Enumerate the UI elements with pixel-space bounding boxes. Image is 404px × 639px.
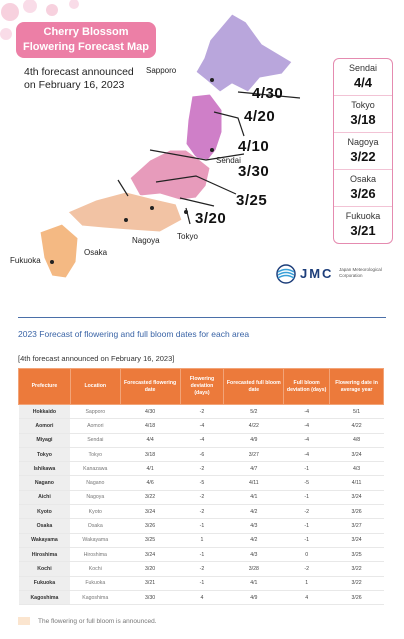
- cell-full-bloom-deviation: 0: [284, 547, 330, 561]
- legend-swatch: [18, 617, 30, 625]
- col-header-full-bloom-date: Forecasted full bloom date: [224, 369, 284, 405]
- cell-average-date: 4/22: [330, 419, 384, 433]
- city-label-sapporo: Sapporo: [146, 66, 177, 75]
- cell-location: Osaka: [70, 519, 120, 533]
- cell-average-date: 3/24: [330, 533, 384, 547]
- city-forecast-row: [334, 59, 392, 96]
- cell-flowering-date: 3/25: [120, 533, 180, 547]
- announcement-text: [24, 66, 134, 92]
- cell-full-bloom-date: 3/27: [224, 447, 284, 461]
- city-forecast-date: 3/18: [350, 112, 376, 127]
- cell-full-bloom-deviation: -2: [284, 562, 330, 576]
- map-title-line1: Cherry Blossom: [43, 26, 129, 38]
- cell-prefecture: Hiroshima: [19, 547, 71, 561]
- cell-full-bloom-deviation: -1: [284, 462, 330, 476]
- city-label-nagoya: Nagoya: [132, 236, 160, 245]
- cell-flowering-date: 4/1: [120, 462, 180, 476]
- cell-flowering-date: 3/21: [120, 576, 180, 590]
- cell-location: Sapporo: [70, 405, 120, 419]
- date-label-2: 4/10: [238, 138, 270, 155]
- city-forecast-name: Tokyo: [351, 100, 375, 110]
- cell-prefecture: Nagano: [19, 476, 71, 490]
- cell-prefecture: Ishikawa: [19, 462, 71, 476]
- cell-prefecture: Hokkaido: [19, 405, 71, 419]
- cell-location: Hiroshima: [70, 547, 120, 561]
- date-label-3: 3/30: [238, 163, 270, 180]
- cell-flowering-deviation: -1: [180, 547, 224, 561]
- cell-location: Kyoto: [70, 505, 120, 519]
- city-forecast-name: Fukuoka: [345, 211, 381, 221]
- table-row: [19, 590, 384, 604]
- forecast-table: [18, 368, 384, 605]
- cell-flowering-deviation: 1: [180, 533, 224, 547]
- cell-full-bloom-deviation: -5: [284, 476, 330, 490]
- cell-location: Nagoya: [70, 490, 120, 504]
- city-forecast-name: Osaka: [349, 174, 376, 184]
- table-row: [19, 476, 384, 490]
- cell-average-date: 3/24: [330, 447, 384, 461]
- cell-full-bloom-deviation: -4: [284, 405, 330, 419]
- jmc-logo-subtitle: [339, 267, 399, 278]
- table-row: [19, 576, 384, 590]
- cell-flowering-deviation: -2: [180, 490, 224, 504]
- cell-location: Nagano: [70, 476, 120, 490]
- cell-prefecture: Fukuoka: [19, 576, 71, 590]
- table-row: [19, 533, 384, 547]
- city-forecast-date: 4/4: [353, 75, 373, 90]
- cell-flowering-deviation: -5: [180, 476, 224, 490]
- cell-flowering-deviation: -2: [180, 562, 224, 576]
- cell-full-bloom-deviation: -2: [284, 505, 330, 519]
- cell-flowering-deviation: 4: [180, 590, 224, 604]
- cell-flowering-deviation: -4: [180, 419, 224, 433]
- city-forecast-date: 3/22: [350, 149, 376, 164]
- table-header-row: [19, 369, 384, 405]
- cell-location: Kochi: [70, 562, 120, 576]
- date-label-5: 3/20: [195, 210, 227, 227]
- city-forecast-name: Nagoya: [347, 137, 379, 147]
- cell-average-date: 3/26: [330, 590, 384, 604]
- city-forecast-row: [334, 133, 392, 170]
- cell-full-bloom-deviation: -1: [284, 519, 330, 533]
- cell-flowering-deviation: -1: [180, 576, 224, 590]
- cell-flowering-date: 3/30: [120, 590, 180, 604]
- city-label-tokyo: Tokyo: [177, 232, 198, 241]
- cell-prefecture: Kagoshima: [19, 590, 71, 604]
- section-divider: [18, 317, 386, 318]
- cell-flowering-date: 4/4: [120, 433, 180, 447]
- cell-full-bloom-date: 4/3: [224, 547, 284, 561]
- cell-prefecture: Aichi: [19, 490, 71, 504]
- table-row: [19, 562, 384, 576]
- cell-full-bloom-date: 4/3: [224, 519, 284, 533]
- table-row: [19, 433, 384, 447]
- cell-prefecture: Kyoto: [19, 505, 71, 519]
- city-forecast-box: [333, 58, 393, 244]
- jmc-logo-text: JMC: [300, 266, 334, 281]
- city-label-fukuoka: Fukuoka: [10, 256, 41, 265]
- cell-flowering-date: 3/24: [120, 547, 180, 561]
- cell-average-date: 5/1: [330, 405, 384, 419]
- cell-full-bloom-date: 4/2: [224, 505, 284, 519]
- table-row: [19, 505, 384, 519]
- table-row: [19, 462, 384, 476]
- cell-location: Wakayama: [70, 533, 120, 547]
- cell-full-bloom-date: 3/28: [224, 562, 284, 576]
- col-header-full-bloom-deviation: Full bloom deviation (days): [284, 369, 330, 405]
- jmc-sub-line1: Japan Meteorological: [339, 267, 382, 272]
- cell-average-date: 3/26: [330, 505, 384, 519]
- cell-average-date: 4/8: [330, 433, 384, 447]
- cell-flowering-deviation: -1: [180, 519, 224, 533]
- cell-full-bloom-date: 4/11: [224, 476, 284, 490]
- city-forecast-date: 3/26: [350, 186, 376, 201]
- city-forecast-date: 3/21: [350, 223, 376, 238]
- cell-flowering-deviation: -6: [180, 447, 224, 461]
- city-forecast-row: [334, 96, 392, 133]
- cell-prefecture: Tokyo: [19, 447, 71, 461]
- cell-flowering-deviation: -2: [180, 462, 224, 476]
- cell-full-bloom-date: 4/1: [224, 490, 284, 504]
- map-title-line2: Flowering Forecast Map: [23, 41, 149, 53]
- cell-location: Tokyo: [70, 447, 120, 461]
- cell-average-date: 3/27: [330, 519, 384, 533]
- region-tohoku: [186, 94, 222, 160]
- cell-flowering-deviation: -2: [180, 505, 224, 519]
- cell-flowering-deviation: -2: [180, 405, 224, 419]
- table-row: [19, 419, 384, 433]
- cell-flowering-deviation: -4: [180, 433, 224, 447]
- cell-average-date: 3/22: [330, 562, 384, 576]
- forecast-map-panel: [0, 0, 404, 300]
- cell-prefecture: Aomori: [19, 419, 71, 433]
- city-label-sendai: Sendai: [216, 156, 241, 165]
- cell-full-bloom-deviation: 4: [284, 590, 330, 604]
- cell-location: Sendai: [70, 433, 120, 447]
- city-forecast-name: Sendai: [348, 63, 378, 73]
- cell-average-date: 3/24: [330, 490, 384, 504]
- city-forecast-row: [334, 170, 392, 207]
- date-label-4: 3/25: [236, 192, 268, 209]
- cell-full-bloom-deviation: -1: [284, 490, 330, 504]
- cell-average-date: 4/11: [330, 476, 384, 490]
- cell-full-bloom-date: 4/9: [224, 590, 284, 604]
- date-label-0: 4/30: [252, 85, 284, 102]
- col-header-location: Location: [70, 369, 120, 405]
- cell-flowering-date: 3/20: [120, 562, 180, 576]
- announcement-line1: 4th forecast announced: [24, 66, 134, 78]
- cell-full-bloom-deviation: 1: [284, 576, 330, 590]
- cell-location: Fukuoka: [70, 576, 120, 590]
- cell-prefecture: Wakayama: [19, 533, 71, 547]
- table-row: [19, 405, 384, 419]
- cell-location: Aomori: [70, 419, 120, 433]
- cell-prefecture: Miyagi: [19, 433, 71, 447]
- col-header-flowering-date: Forecasted flowering date: [120, 369, 180, 405]
- city-forecast-row: [334, 207, 392, 244]
- map-title: [16, 22, 156, 58]
- legend-text: The flowering or full bloom is announced.: [38, 618, 157, 625]
- cell-flowering-date: 3/18: [120, 447, 180, 461]
- cell-flowering-date: 4/18: [120, 419, 180, 433]
- table-subheading: [4th forecast announced on February 16, 2023]: [18, 354, 175, 363]
- col-header-average-date: Flowering date in average year: [330, 369, 384, 405]
- cell-average-date: 4/3: [330, 462, 384, 476]
- table-row: [19, 519, 384, 533]
- cell-full-bloom-date: 4/22: [224, 419, 284, 433]
- table-row: [19, 490, 384, 504]
- cell-prefecture: Kochi: [19, 562, 71, 576]
- cell-full-bloom-date: 4/2: [224, 533, 284, 547]
- cell-full-bloom-deviation: -4: [284, 447, 330, 461]
- cell-full-bloom-date: 4/1: [224, 576, 284, 590]
- jmc-sub-line2: Corporation: [339, 272, 363, 278]
- cell-full-bloom-date: 4/7: [224, 462, 284, 476]
- cell-flowering-date: 4/6: [120, 476, 180, 490]
- table-row: [19, 547, 384, 561]
- table-row: [19, 447, 384, 461]
- cell-flowering-date: 3/26: [120, 519, 180, 533]
- cell-full-bloom-deviation: -4: [284, 433, 330, 447]
- city-label-osaka: Osaka: [84, 248, 108, 257]
- cell-full-bloom-date: 4/9: [224, 433, 284, 447]
- col-header-flowering-deviation: Flowering deviation (days): [180, 369, 224, 405]
- cell-flowering-date: 3/24: [120, 505, 180, 519]
- table-heading: 2023 Forecast of flowering and full bloom dates for each area: [18, 329, 250, 339]
- cell-full-bloom-deviation: -1: [284, 533, 330, 547]
- cell-average-date: 3/22: [330, 576, 384, 590]
- table-body: [19, 405, 384, 605]
- cell-flowering-date: 3/22: [120, 490, 180, 504]
- announcement-line2: on February 16, 2023: [24, 79, 125, 91]
- cell-prefecture: Osaka: [19, 519, 71, 533]
- region-west: [68, 192, 182, 232]
- cell-location: Kagoshima: [70, 590, 120, 604]
- cell-full-bloom-date: 5/2: [224, 405, 284, 419]
- col-header-prefecture: Prefecture: [19, 369, 71, 405]
- cell-average-date: 3/25: [330, 547, 384, 561]
- date-label-1: 4/20: [244, 108, 276, 125]
- region-kyushu: [40, 224, 78, 278]
- cell-location: Kanazawa: [70, 462, 120, 476]
- cell-full-bloom-deviation: -4: [284, 419, 330, 433]
- cell-flowering-date: 4/30: [120, 405, 180, 419]
